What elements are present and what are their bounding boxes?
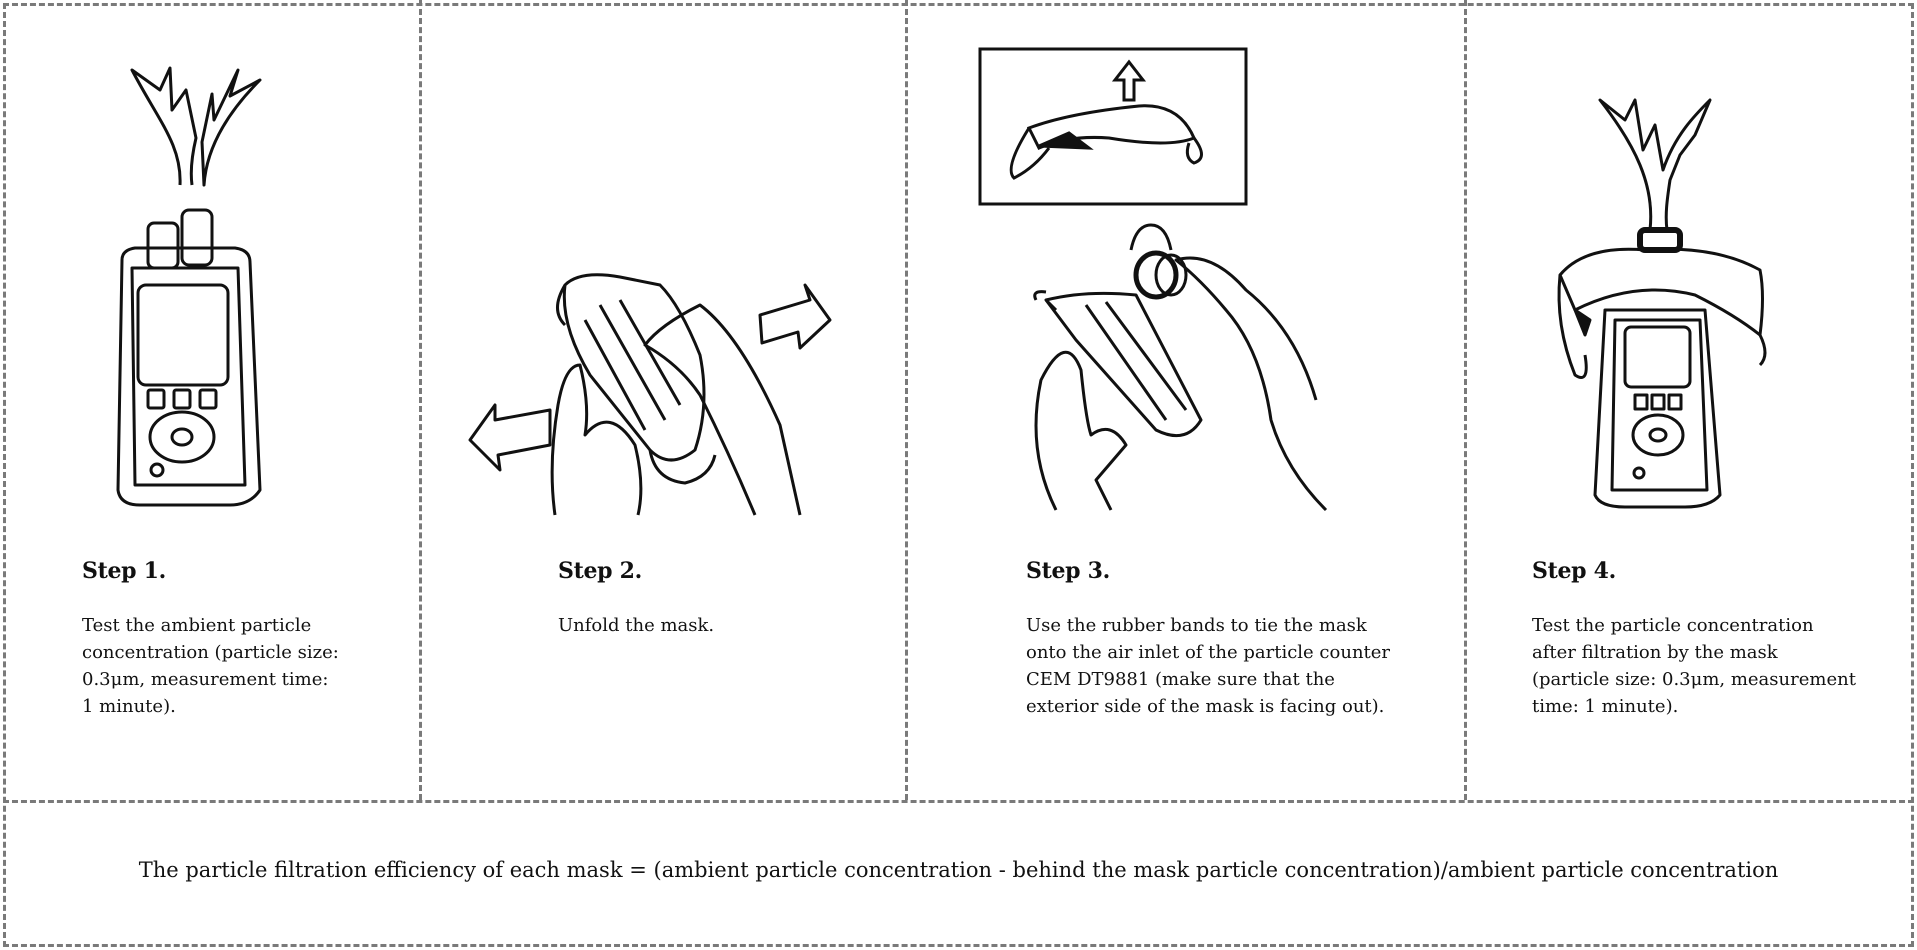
- step-2-panel: [420, 0, 905, 800]
- mask-orientation-inset: [979, 48, 1249, 208]
- step-3-panel: [906, 0, 1464, 800]
- step-4-panel: [1465, 0, 1917, 800]
- step-4-title: Step 4.: [1532, 558, 1616, 584]
- step-3-title: Step 3.: [1026, 558, 1110, 584]
- airflow-arrow-left-icon: [132, 68, 196, 185]
- filtration-efficiency-formula: The particle filtration efficiency of each mask = (ambient particle concentration - behind the mask particle concentration)/ambient particle concentration: [138, 858, 1779, 882]
- airflow-arrow-right-icon: [202, 70, 260, 185]
- particle-counter-masked-illustration: [1555, 95, 1805, 515]
- airflow-arrow-icon: [1600, 100, 1710, 230]
- pull-right-arrow-icon: [760, 285, 830, 348]
- pull-left-arrow-icon: [470, 405, 550, 470]
- step-4-description: Test the particle concentration after filtration by the mask (particle size: 0.3μm, measurement time: 1 minute).: [1532, 615, 1856, 717]
- step-1-title: Step 1.: [82, 558, 166, 584]
- up-arrow-icon: [1115, 62, 1143, 100]
- step-2-description: Unfold the mask.: [558, 615, 715, 636]
- unfold-mask-illustration: [470, 265, 870, 525]
- step-3-description: Use the rubber bands to tie the mask onto the air inlet of the particle counter CEM DT9881 (make sure that the exterior side of the mask is facing out).: [1026, 615, 1391, 717]
- step-1-panel: [0, 0, 420, 800]
- step-2-title: Step 2.: [558, 558, 642, 584]
- particle-counter-ambient-illustration: [110, 60, 360, 520]
- step-1-description: Test the ambient particle concentration (particle size: 0.3μm, measurement time: 1 minute).: [82, 615, 339, 717]
- tie-mask-onto-counter-illustration: [1026, 220, 1326, 520]
